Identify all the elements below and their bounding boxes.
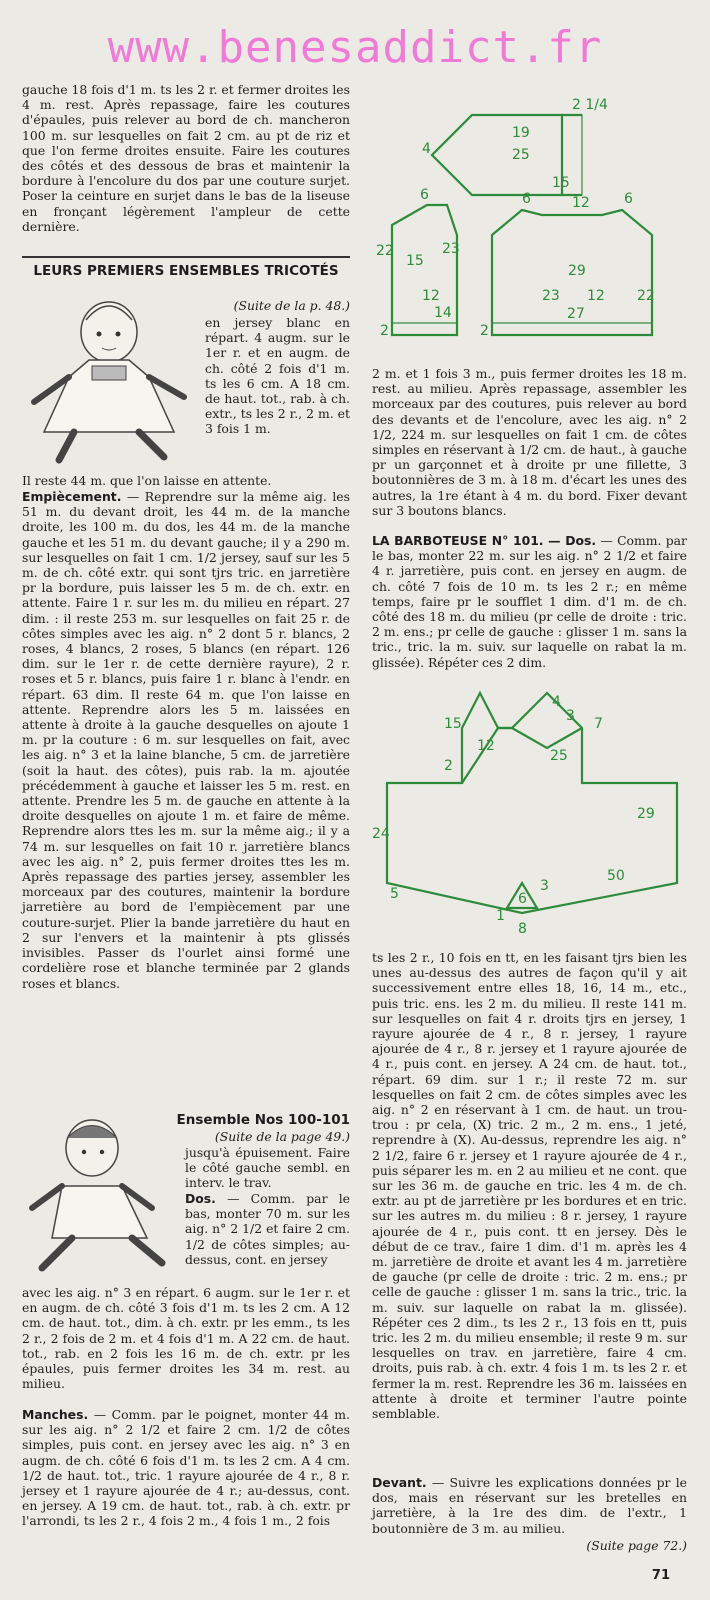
- sleeve-label-15: 15: [552, 175, 570, 191]
- manches-text: — Comm. par le poignet, monter 44 m. sur les aig. n° 2 1/2 et faire 2 cm. 1/2 de côtes simples, puis cont. en jersey avec les aig. n° 3 en augm. de ch. côté 6 fois d'1 m. ts les 2 cm. A 4 cm. 1/2 de haut. tot., tric. 1 rayure ajourée de 4 r., 8 r. jersey et 1 rayure ajourée de 4 r.; au-dessus, cont. en jersey. A 19 cm. de haut. tot., rab. à ch. extr. pr l'arrondi, ts les 2 r., 4 fois 2 m., 4 fois 1 m., 2 fois: [22, 1407, 350, 1529]
- right-text-1: 2 m. et 1 fois 3 m., puis fermer droites les 18 m. rest. au milieu. Après repassage, assembler les morceaux par des coutures, puis relever au bord des devants et de l'encolure, avec les aig. n° 2 1/2, 224 m. sur lesquelles on fait 1 cm. de côtes simples en réservant à 1/2 cm. de haut., à gauche pr un garçonnet et à droite pr une fillette, 3 boutonnières de 3 m. à 18 m. d'écart les unes des autres, la 1re étant à 4 m. du bord. Fixer devant sur 3 boutons blancs.: [372, 366, 687, 518]
- sleeve-label-4: 4: [422, 141, 431, 157]
- devant-text: — Suivre les explications données pr le dos, mais en réservant sur les bretelles en jarretière, à la 1re des dim. de l'extr., 1 boutonnière de 3 m. au milieu.: [372, 1475, 687, 1536]
- section1-full-text: Il reste 44 m. que l'on laisse en attente.: [22, 473, 272, 488]
- sleeve-label-width: 2 1/4: [572, 97, 608, 113]
- back-label-2: 2: [480, 323, 489, 339]
- section2-suite: (Suite de la page 49.): [214, 1129, 350, 1144]
- sleeve-label-25: 25: [512, 147, 530, 163]
- suite-page-72: (Suite page 72.): [586, 1538, 687, 1553]
- barb-label-3: 3: [566, 708, 575, 724]
- section1-narrow-text: en jersey blanc en répart. 4 augm. sur le 1er r. et en augm. de ch. côté 2 fois d'1 m. ts les 6 cm. A 18 cm. de haut. tot., rab. à ch. extr., ts les 2 r., 2 m. et 3 fois 1 m.: [205, 315, 350, 437]
- barb-label-1: 1: [496, 908, 505, 924]
- barb-label-7: 7: [594, 716, 603, 732]
- front-label-12: 12: [422, 288, 440, 304]
- section1-title: LEURS PREMIERS ENSEMBLES TRICOTÉS: [33, 263, 339, 279]
- section2-title: Ensemble Nos 100-101: [176, 1112, 350, 1128]
- barb-label-29: 29: [637, 806, 655, 822]
- dos-narrow-block: [185, 1191, 350, 1267]
- back-label-12: 12: [572, 195, 590, 211]
- right-text-2: ts les 2 r., 10 fois en tt, en les faisant tjrs bien les unes au-dessus des autres de façon qu'il y ait successivement entre elles 18, 16, 14 m., etc., puis tric. ens. les 2 m. du milieu. Il reste 141 m. sur lesquelles on fait 4 r. droits tjrs en jersey, 1 rayure ajourée de 4 r., 8 r. jersey, 1 rayure ajourée de 4 r., 8 r. jersey et 1 rayure ajourée de 4 r., puis cont. en jersey. A 24 cm. de haut. tot., répart. 69 dim. sur 1 r.; il reste 72 m. sur lesquelles on fait 2 cm. de côtes simples avec les aig. n° 2 en réservant à 1 cm. de haut. un trou-trou : pr cela, (X) tric. 2 m., 2 m. ens., 1 jeté, reprendre à (X). Au-dessus, reprendre les aig. n° 2 1/2, faire 6 r. jersey et 1 rayure ajourée de 4 r., puis séparer les m. en 2 au milieu et ne cont. que sur les 36 m. de gauche en tric. les 4 m. de ch. extr. au pt de jarretière pr les bordures et en tric. sur les autres m. du milieu : 8 r. jersey, 1 rayure ajourée de 4 r., puis cont. tt en jersey. Dès le début de ce trav., faire 1 dim. d'1 m. après les 4 m. jarretière de droite et avant les 4 m. jarretière de gauche (pr celle de droite : tric. 2 m. ens.; pr celle de gauche : glisser 1 m. sans la tric., tric. la m. suiv. sur laquelle on rabat la m. glissée). Répéter ces 2 dim., ts les 2 r., 13 fois en tt, puis tric. les 2 m. du milieu ensemble; il reste 9 m. sur lesquelles on trav. en jarretière, faire 4 cm. droits, puis rab. à ch. extr. 4 fois 1 m. ts les 2 r. et fermer la m. rest. Reprendre les 36 m. laissées en attente à droite et terminer l'autre pointe semblable.: [372, 950, 687, 1422]
- barb-label-4: 4: [552, 694, 561, 710]
- manches-block: [22, 1407, 350, 1529]
- barb-label-6: 6: [518, 891, 527, 907]
- front-label-15: 15: [406, 253, 424, 269]
- watermark: www.benesaddict.fr: [107, 22, 603, 73]
- front-label-22: 22: [376, 243, 394, 259]
- barb-label-24: 24: [372, 826, 390, 842]
- manches-label: Manches.: [22, 1407, 89, 1422]
- barb-label-15: 15: [444, 716, 462, 732]
- back-label-6-right: 6: [624, 191, 633, 207]
- section-divider: [22, 256, 350, 258]
- front-label-2: 2: [380, 323, 389, 339]
- barb-label-50: 50: [607, 868, 625, 884]
- barb-label-12: 12: [477, 738, 495, 754]
- back-label-29: 29: [568, 263, 586, 279]
- page-number: 71: [651, 1568, 670, 1583]
- front-label-14: 14: [434, 305, 452, 321]
- devant-block: [372, 1475, 687, 1536]
- devant-label: Devant.: [372, 1475, 427, 1490]
- barb-label-25: 25: [550, 748, 568, 764]
- back-label-12: 12: [587, 288, 605, 304]
- sleeve-and-body-diagram: [372, 95, 692, 360]
- baby-illustration-2: [22, 1108, 172, 1278]
- barboteuse-block: [372, 533, 687, 670]
- sleeve-label-19: 19: [512, 125, 530, 141]
- intro-paragraph: gauche 18 fois d'1 m. ts les 2 r. et fermer droites les 4 m. rest. Après repassage, faire les coutures d'épaules, puis relever au bord de ch. mancheron 100 m. sur lesquelles on fait 2 cm. au pt de riz et que l'on ferme droites ensuite. Faire les coutures des côtés et des dessous de bras et maintenir la bordure à l'encolure du dos par une couture surjet. Poser la ceinture en surjet dans le bas de la liseuse en fronçant légèrement l'ampleur de cette dernière.: [22, 82, 350, 234]
- section2-narrow-text: jusqu'à épuisement. Faire le côté gauche sembl. en interv. le trav.: [185, 1145, 350, 1191]
- front-label-6: 6: [420, 187, 429, 203]
- baby-illustration-1: [14, 282, 204, 472]
- back-label-23: 23: [542, 288, 560, 304]
- empiecement-block: [22, 489, 350, 991]
- back-label-27: 27: [567, 306, 585, 322]
- barb-label-3-small: 3: [540, 878, 549, 894]
- barb-label-5: 5: [390, 886, 399, 902]
- back-label-22: 22: [637, 288, 655, 304]
- empiecement-label: Empiècement.: [22, 489, 122, 504]
- back-label-6-left: 6: [522, 191, 531, 207]
- front-label-23: 23: [442, 241, 460, 257]
- barboteuse-shape: [387, 693, 677, 913]
- barb-label-8: 8: [518, 921, 527, 937]
- barb-label-2: 2: [444, 758, 453, 774]
- barboteuse-diagram: [372, 688, 692, 943]
- dos-narrow-text: — Comm. par le bas, monter 70 m. sur les aig. n° 2 1/2 et faire 2 cm. 1/2 de côtes simples; au-dessus, cont. en jersey: [185, 1191, 350, 1267]
- dos-full-text: avec les aig. n° 3 en répart. 6 augm. sur le 1er r. et en augm. de ch. côté 3 fois d'1 m. ts les 2 cm. A 12 cm. de haut. tot., dim. à ch. extr. pr les emm., ts les 2 r., 2 fois de 2 m. et 4 fois d'1 m. A 22 cm. de haut. tot., rab. en 2 fois les 16 m. de ch. extr. pr les épaules, puis fermer droites les 34 m. rest. au milieu.: [22, 1285, 350, 1392]
- barboteuse-text: — Comm. par le bas, monter 22 m. sur les aig. n° 2 1/2 et faire 4 r. jarretière, puis cont. en jersey en augm. de ch. côté 7 fois de 10 m. ts les 2 r.; en même temps, faire pr le soufflet 1 dim. d'1 m. de ch. côté des 18 m. du milieu (pr celle de droite : tric. 2 m. ens.; pr celle de gauche : glisser 1 m. sans la tric., tric. la m. suiv. sur laquelle on rabat la m. glissée). Répéter ces 2 dim.: [372, 533, 687, 670]
- dos-label: Dos.: [185, 1191, 216, 1206]
- empiecement-text: — Reprendre sur la même aig. les 51 m. du devant droit, les 44 m. de la manche droite, les 100 m. du dos, les 44 m. de la manche gauche et les 51 m. du devant gauche; il y a 290 m. sur lesquelles on fait 1 cm. 1/2 jersey, sauf sur les 5 m. de ch. côté extr. qui sont tjrs tric. en jarretière pr la bordure, puis laisser les 5 m. de ch. extr. en attente. Faire 1 r. sur les m. du milieu en répart. 27 dim. : il reste 253 m. sur lesquelles on fait 25 r. de côtes simples avec les aig. n° 2 dont 5 r. blancs, 2 roses, 4 blancs, 2 roses, 5 blancs (en répart. 126 dim. sur le 1er r. de cette dernière rayure), 2 r. roses et 5 r. blancs, puis faire 1 r. blanc à l'endr. en répart. 63 dim. Il reste 64 m. que l'on laisse en attente. Reprendre alors les 5 m. laissées en attente à droite à la gauche desquelles on ajoute 1 m. pr la couture : 6 m. sur lesquelles on fait, avec les aig. n° 3 et la laine blanche, 5 cm. de jarretière (soit la haut. des côtes), puis rab. la m. ajoutée précédemment à gauche et laisser les 5 m. rest. en attente. Prendre les 5 m. de gauche en attente à la droite desquelles on ajoute 1 m. et faire de même. Reprendre alors ttes les m. sur la même aig.; il y a 74 m. sur lesquelles on fait 10 r. jarretière blancs avec les aig. n° 2, puis fermer droites ttes les m. Après repassage des parties jersey, assembler les morceaux par des coutures, maintenir la bordure jarretière au bord de l'empiècement par une couture-surjet. Plier la bande jarretière du haut en 2 sur l'envers et la maintenir à pts glissés invisibles. Passer ds l'ourlet ainsi formé une cordelière rose et blanche terminée par 2 glands roses et blancs.: [22, 489, 350, 991]
- barboteuse-label: LA BARBOTEUSE N° 101. — Dos.: [372, 533, 597, 548]
- section1-suite: (Suite de la p. 48.): [233, 298, 350, 313]
